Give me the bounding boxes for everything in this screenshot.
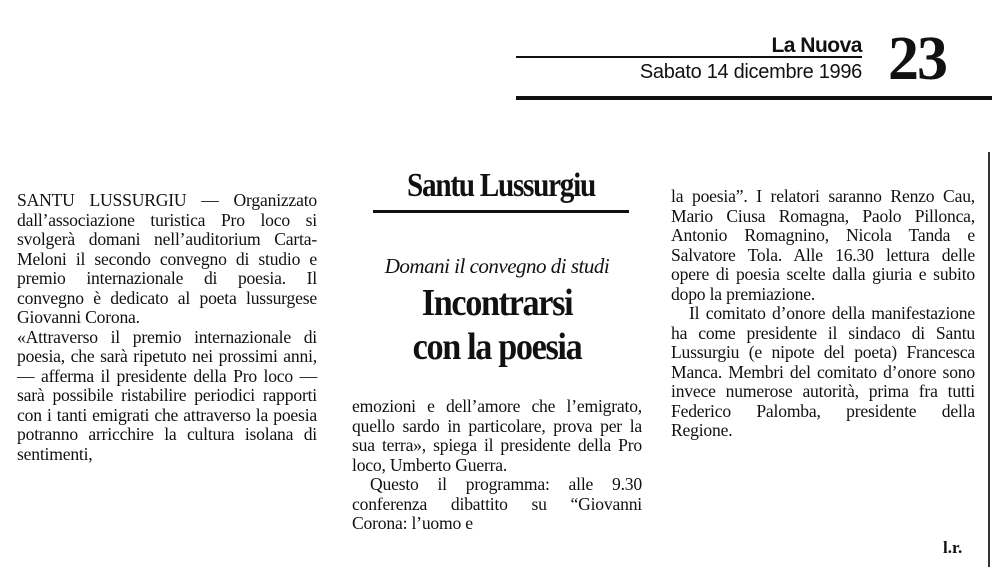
article-column-2	[352, 397, 642, 534]
article-paragraph: Il comitato d’onore della manifestazione ha come presidente il sindaco di Santu Lussurgiu (e nipote del poeta) Francesca Manca. Membri del comitato d’onore sono invece numerose autorità, prima fra tutti Federico Palomba, presidente della Regione.	[671, 303, 975, 440]
article-paragraph: «Attraverso il premio internazionale di poesia, che sarà ripetuto nei prossimi anni, — afferma il presidente della Pro loco — sarà possibile ristabilire periodici rapporti con i tanti emigrati che attraverso la poesia potranno arricchire la cultura isolana di sentimenti,	[17, 326, 317, 464]
article-paragraph: Questo il programma: alle 9.30 conferenza dibattito su “Giovanni Corona: l’uomo e	[352, 474, 642, 533]
article-paragraph: SANTU LUSSURGIU — Organizzato dall’associazione turistica Pro loco si svolgerà domani nell’auditorium Carta-Meloni il secondo convegno di studio e premio internazionale di poesia. Il convegno è dedicato al poeta lussurgese Giovanni Corona.	[17, 190, 317, 327]
masthead-thin-rule	[516, 56, 862, 58]
article-kicker: Domani il convegno di studi	[384, 254, 610, 278]
masthead-thick-rule	[516, 96, 992, 100]
page-number: 23	[888, 25, 946, 93]
article-column-1	[17, 191, 317, 464]
issue-date: Sabato 14 dicembre 1996	[639, 61, 862, 83]
section-title-rule	[373, 210, 629, 213]
headline-line-2: con la poesia	[412, 326, 582, 368]
article-paragraph: emozioni e dell’amore che l’emigrato, quello sardo in particolare, prova per la sua terra», spiega il presidente della Pro loco, Umberto Guerra.	[352, 396, 642, 475]
headline-line-1: Incontrarsi	[421, 282, 573, 324]
masthead	[516, 25, 992, 102]
article-paragraph: la poesia”. I relatori saranno Renzo Cau, Mario Ciusa Romagna, Paolo Pillonca, Antonio Romagnino, Nicola Tanda e Salvatore Tola. Alle 16.30 lettura delle opere di poesia scelte dalla giuria e subito dopo la premiazione.	[671, 186, 975, 304]
author-signature: l.r.	[943, 538, 963, 557]
article-headline	[367, 281, 628, 369]
column-divider-rule	[988, 152, 990, 567]
publication-name: La Nuova	[771, 34, 862, 57]
section-title: Santu Lussurgiu	[407, 167, 595, 204]
article-column-3	[671, 187, 975, 441]
